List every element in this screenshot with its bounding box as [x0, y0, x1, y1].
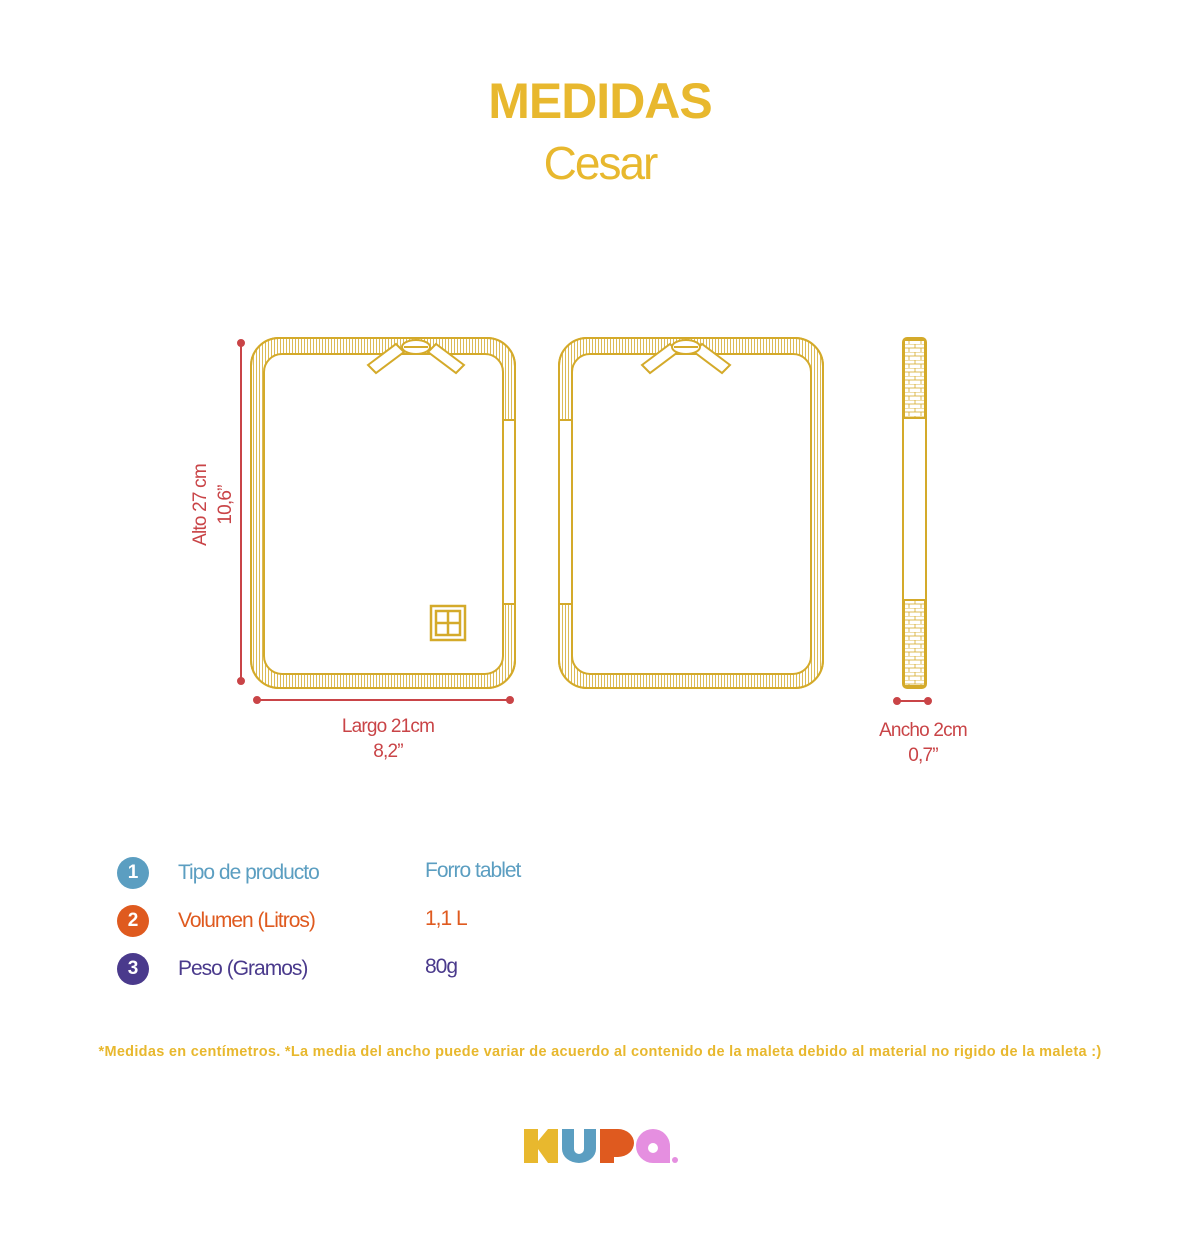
spec-number-badge: 1: [117, 857, 149, 889]
dimension-alto: [188, 455, 238, 555]
product-name: Cesar: [543, 137, 657, 189]
kupa-logo: [522, 1127, 682, 1167]
spec-row-volumen: [117, 905, 717, 939]
spec-value: Forro tablet: [425, 859, 521, 882]
largo-imperial: 8,2”: [373, 741, 403, 762]
spec-value: 1,1 L: [425, 907, 467, 930]
alto-imperial: 10,6”: [215, 485, 236, 525]
front-view: [251, 338, 515, 688]
spec-row-peso: [117, 953, 717, 987]
spec-value: 80g: [425, 955, 458, 978]
spec-row-tipo: [117, 857, 717, 891]
dimension-largo: [318, 714, 458, 764]
dimension-ancho: [853, 718, 993, 768]
footer-note: *Medidas en centímetros. *La media del ancho puede variar de acuerdo al contenido de la maleta debido al material no rigido de la maleta :): [98, 1044, 1102, 1060]
ancho-label: Ancho 2cm: [879, 720, 967, 741]
spec-number-badge: 3: [117, 953, 149, 985]
spec-label: Volumen (Litros): [178, 909, 315, 932]
logo-patch: [431, 606, 465, 640]
spec-number-badge: 2: [117, 905, 149, 937]
alto-label: Alto 27 cm: [190, 464, 211, 546]
back-view: [559, 338, 823, 688]
largo-label: Largo 21cm: [341, 716, 435, 737]
spec-label: Peso (Gramos): [178, 957, 308, 980]
side-view: [903, 338, 926, 688]
spec-label: Tipo de producto: [178, 861, 319, 884]
ancho-imperial: 0,7”: [908, 745, 938, 766]
page-title: MEDIDAS: [488, 73, 712, 129]
